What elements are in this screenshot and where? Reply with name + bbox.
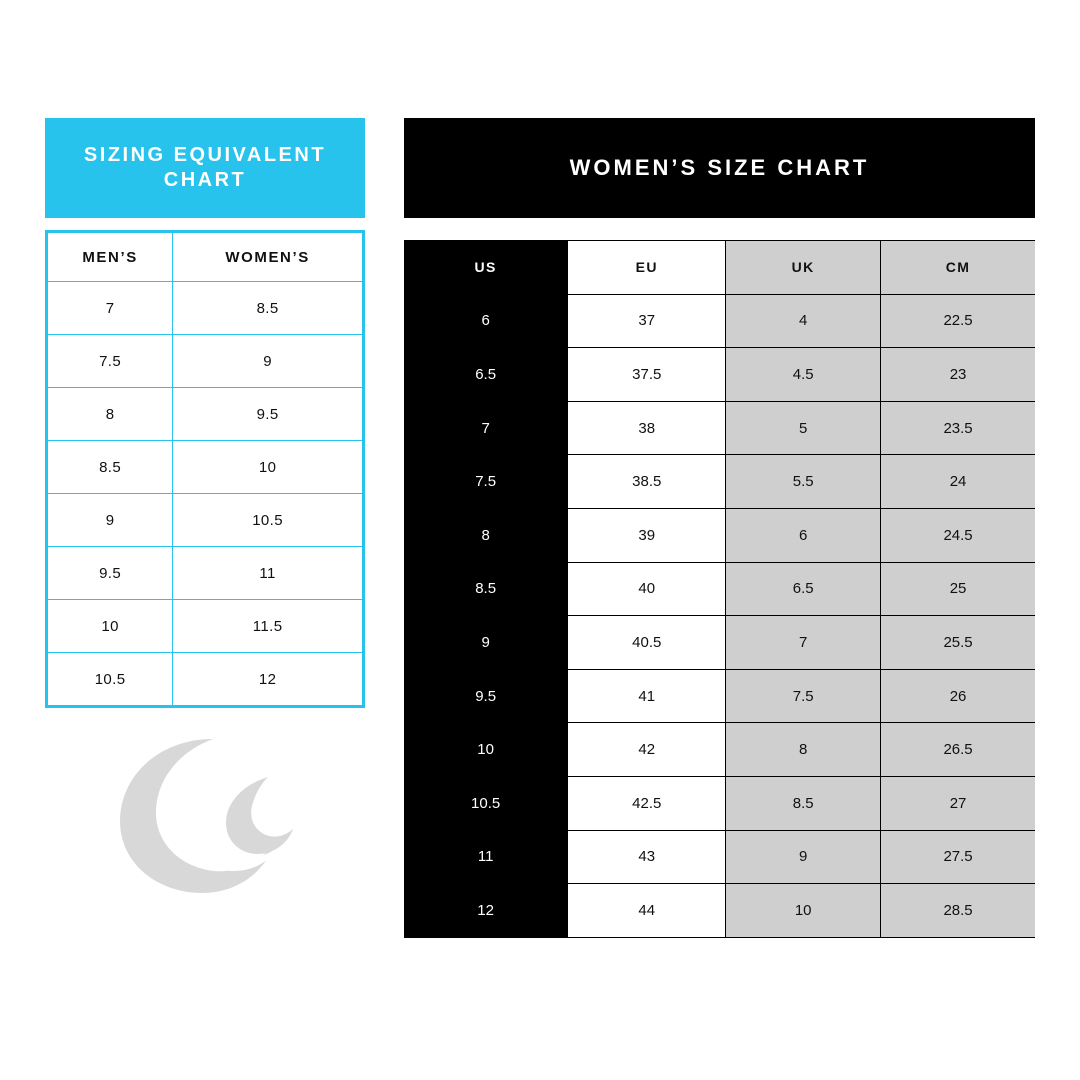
cell-womens: 8.5 [173, 282, 362, 335]
sizing-equivalent-table-head [48, 233, 362, 282]
table-row [48, 600, 362, 653]
cell-womens: 11.5 [173, 600, 362, 653]
table-row [48, 441, 362, 494]
cell-us: 8 [404, 508, 568, 562]
cell-uk: 9 [726, 830, 881, 884]
cell-cm: 27 [881, 776, 1035, 830]
cell-us: 7.5 [404, 455, 568, 509]
sizing-equivalent-chart-header [45, 118, 365, 218]
sizing-equivalent-table [48, 233, 362, 705]
cell-uk: 7 [726, 616, 881, 670]
cell-eu: 40 [568, 562, 726, 616]
cell-us: 12 [404, 884, 568, 938]
table-row [48, 547, 362, 600]
crescent-swirl-logo [118, 737, 300, 895]
table-row [48, 494, 362, 547]
cell-uk: 6.5 [726, 562, 881, 616]
cell-mens: 9.5 [48, 547, 173, 600]
cell-cm: 26.5 [881, 723, 1035, 777]
column-header-mens: MEN’S [48, 233, 173, 282]
cell-eu: 40.5 [568, 616, 726, 670]
column-header-eu: EU [568, 241, 726, 295]
table-row [404, 562, 1035, 616]
cell-cm: 25 [881, 562, 1035, 616]
table-row [48, 282, 362, 335]
sizing-equivalent-chart-panel [45, 118, 365, 708]
table-row [404, 401, 1035, 455]
cell-womens: 9 [173, 335, 362, 388]
cell-eu: 38.5 [568, 455, 726, 509]
cell-us: 10 [404, 723, 568, 777]
cell-mens: 7.5 [48, 335, 173, 388]
cell-cm: 23 [881, 348, 1035, 402]
cell-uk: 10 [726, 884, 881, 938]
cell-cm: 28.5 [881, 884, 1035, 938]
sizing-equivalent-table-body [48, 282, 362, 706]
womens-size-table-body [404, 294, 1035, 937]
sizing-equivalent-table-wrapper [45, 230, 365, 708]
table-row [404, 455, 1035, 509]
table-row [404, 669, 1035, 723]
column-header-us: US [404, 241, 568, 295]
cell-cm: 26 [881, 669, 1035, 723]
cell-eu: 38 [568, 401, 726, 455]
table-row [404, 776, 1035, 830]
cell-us: 9 [404, 616, 568, 670]
cell-mens: 8 [48, 388, 173, 441]
table-row [404, 508, 1035, 562]
cell-eu: 37.5 [568, 348, 726, 402]
column-header-uk: UK [726, 241, 881, 295]
cell-cm: 22.5 [881, 294, 1035, 348]
cell-mens: 10 [48, 600, 173, 653]
cell-us: 6.5 [404, 348, 568, 402]
cell-us: 11 [404, 830, 568, 884]
table-row [404, 616, 1035, 670]
table-row [48, 388, 362, 441]
cell-mens: 9 [48, 494, 173, 547]
column-header-cm: CM [881, 241, 1035, 295]
cell-cm: 27.5 [881, 830, 1035, 884]
cell-us: 8.5 [404, 562, 568, 616]
womens-size-table-wrapper [404, 240, 1035, 938]
womens-size-table-head [404, 241, 1035, 295]
cell-cm: 24.5 [881, 508, 1035, 562]
cell-womens: 10.5 [173, 494, 362, 547]
cell-uk: 5.5 [726, 455, 881, 509]
sizing-equivalent-chart-title: SIZING EQUIVALENT CHART [83, 144, 327, 191]
womens-size-chart-panel [404, 118, 1035, 938]
cell-us: 10.5 [404, 776, 568, 830]
cell-womens: 10 [173, 441, 362, 494]
cell-mens: 7 [48, 282, 173, 335]
cell-womens: 9.5 [173, 388, 362, 441]
cell-eu: 41 [568, 669, 726, 723]
cell-uk: 8.5 [726, 776, 881, 830]
table-row [48, 653, 362, 706]
womens-size-chart-header [404, 118, 1035, 218]
table-row [404, 348, 1035, 402]
column-header-womens: WOMEN’S [173, 233, 362, 282]
cell-uk: 4.5 [726, 348, 881, 402]
cell-womens: 11 [173, 547, 362, 600]
cell-uk: 6 [726, 508, 881, 562]
table-row [404, 884, 1035, 938]
table-row [48, 335, 362, 388]
cell-eu: 44 [568, 884, 726, 938]
cell-womens: 12 [173, 653, 362, 706]
cell-us: 6 [404, 294, 568, 348]
cell-uk: 4 [726, 294, 881, 348]
cell-uk: 8 [726, 723, 881, 777]
womens-size-table [404, 240, 1035, 938]
cell-uk: 7.5 [726, 669, 881, 723]
cell-cm: 25.5 [881, 616, 1035, 670]
table-header-row [404, 241, 1035, 295]
table-header-row [48, 233, 362, 282]
cell-uk: 5 [726, 401, 881, 455]
cell-mens: 10.5 [48, 653, 173, 706]
cell-eu: 43 [568, 830, 726, 884]
womens-size-chart-title: WOMEN’S SIZE CHART [569, 155, 870, 180]
cell-eu: 42 [568, 723, 726, 777]
cell-cm: 23.5 [881, 401, 1035, 455]
cell-eu: 39 [568, 508, 726, 562]
cell-eu: 37 [568, 294, 726, 348]
table-row [404, 294, 1035, 348]
cell-us: 9.5 [404, 669, 568, 723]
cell-mens: 8.5 [48, 441, 173, 494]
table-row [404, 830, 1035, 884]
cell-cm: 24 [881, 455, 1035, 509]
cell-us: 7 [404, 401, 568, 455]
table-row [404, 723, 1035, 777]
cell-eu: 42.5 [568, 776, 726, 830]
